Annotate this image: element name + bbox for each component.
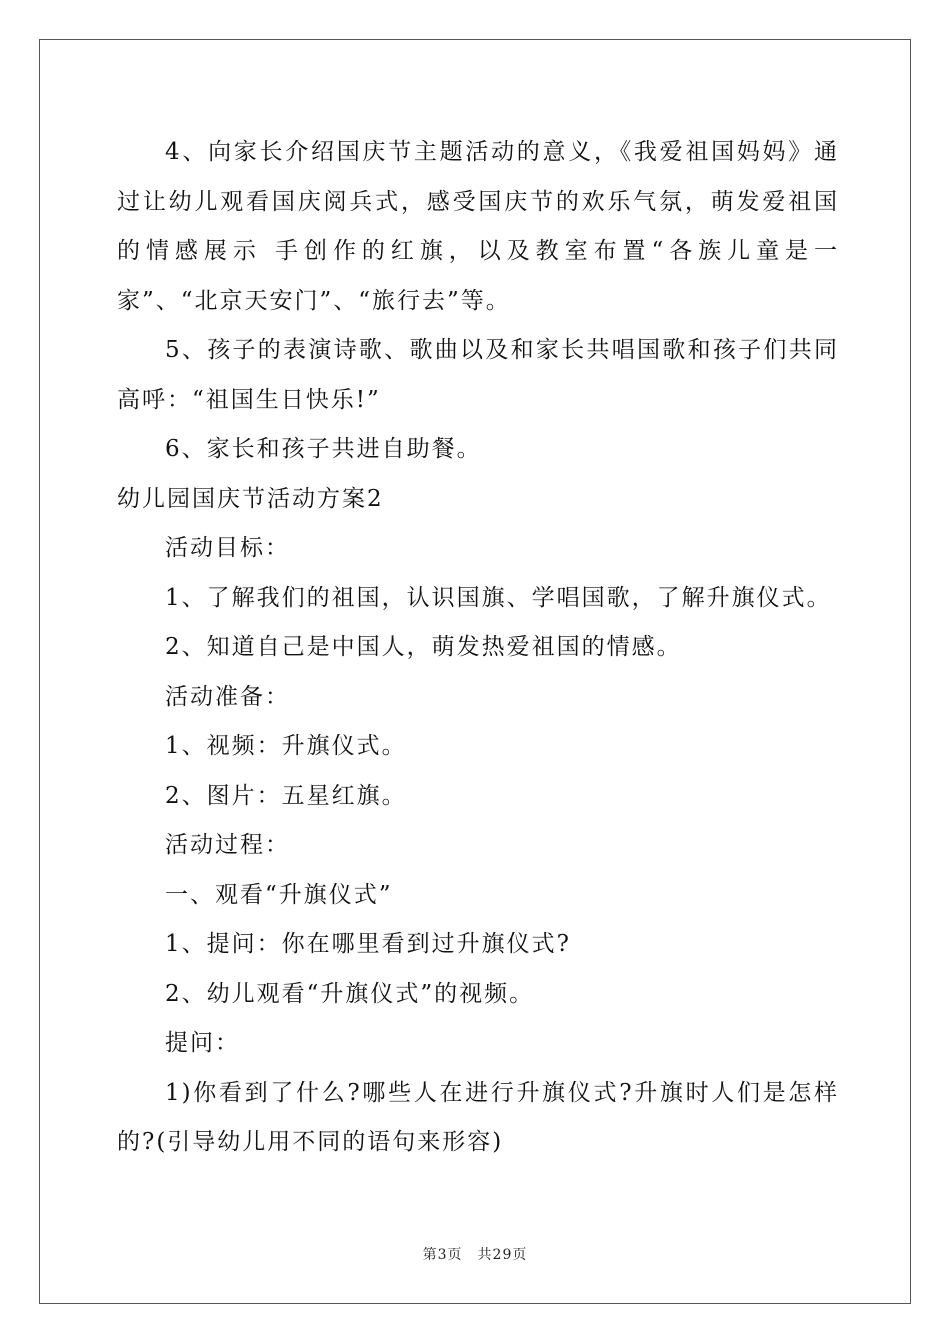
process-question-1: 1、提问：你在哪里看到过升旗仪式? [165, 931, 571, 957]
document-body [117, 128, 839, 1168]
activity-process-label: 活动过程： [165, 832, 290, 858]
section-heading: 幼儿园国庆节活动方案2 [117, 485, 384, 512]
prep-item-1: 1、视频：升旗仪式。 [165, 733, 407, 759]
paragraph-item-5: 5、孩子的表演诗歌、歌曲以及和家长共唱国歌和孩子们共同高呼：“祖国生日快乐!” [117, 337, 839, 413]
process-step-1: 一、观看“升旗仪式” [165, 881, 393, 908]
prep-item-2: 2、图片：五星红旗。 [165, 782, 407, 809]
goal-item-1: 1、了解我们的祖国，认识国旗、学唱国歌，了解升旗仪式。 [165, 584, 832, 611]
process-question-2: 2、幼儿观看“升旗仪式”的视频。 [165, 980, 535, 1007]
question-label: 提问： [165, 1030, 240, 1056]
activity-goals-label: 活动目标： [165, 535, 290, 561]
page-number: 第3页 共29页 [422, 1247, 528, 1263]
goal-item-2: 2、知道自己是中国人，萌发热爱祖国的情感。 [165, 634, 682, 660]
question-item-1: 1)你看到了什么?哪些人在进行升旗仪式?升旗时人们是怎样的?(引导幼儿用不同的语句来形容) [117, 1079, 839, 1155]
activity-prep-label: 活动准备： [165, 683, 290, 710]
paragraph-item-6: 6、家长和孩子共进自助餐。 [165, 436, 482, 462]
paragraph-item-4: 4、向家长介绍国庆节主题活动的意义，《我爱祖国妈妈》通过让幼儿观看国庆阅兵式，感受国庆节的欢乐气氛，萌发爱祖国的情感展示 手创作的红旗，以及教室布置“各族儿童是一家”、“北京天安门”、“旅行去”等。 [117, 139, 839, 314]
